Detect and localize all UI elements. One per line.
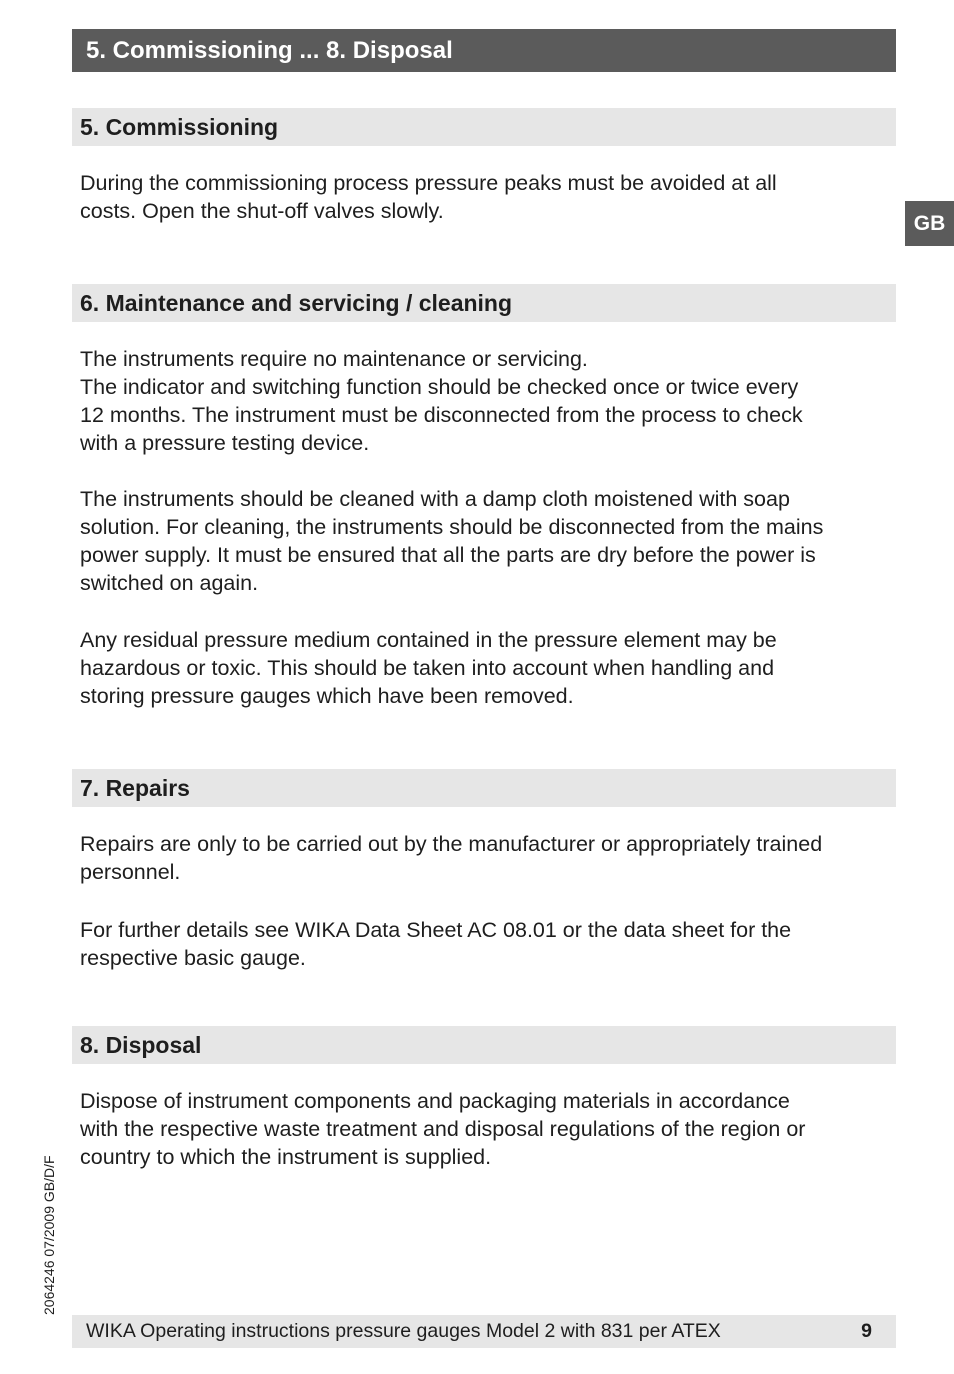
maintenance-paragraph-3: Any residual pressure medium contained in the pressure element may be hazardous or toxic. This should be taken into account when handling and storing pressure gauges which have been removed. [80,628,777,708]
commissioning-paragraph: During the commissioning process pressure peaks must be avoided at all costs. Open the shut-off valves slowly. [80,171,777,223]
page-number: 9 [861,1320,872,1342]
disposal-paragraph: Dispose of instrument components and packaging materials in accordance with the respective waste treatment and disposal regulations of the region or country to which the instrument is supplied. [80,1089,806,1169]
section-heading-disposal: 8. Disposal [72,1026,896,1064]
section-heading-repairs: 7. Repairs [72,769,896,807]
maintenance-paragraph-1: The instruments require no maintenance or servicing. The indicator and switching function should be checked once or twice every 12 months. The instrument must be disconnected from the process to check with a pressure testing device. [80,347,803,455]
language-tab-gb: GB [905,201,954,246]
document-code: 2064246 07/2009 GB/D/F [41,1155,57,1315]
repairs-paragraph-2: For further details see WIKA Data Sheet AC 08.01 or the data sheet for the respective basic gauge. [80,918,792,970]
footer-text: WIKA Operating instructions pressure gauges Model 2 with 831 per ATEX [86,1320,721,1342]
section-heading-commissioning: 5. Commissioning [72,108,896,146]
page-footer [72,1315,896,1348]
section-heading-maintenance: 6. Maintenance and servicing / cleaning [72,284,896,322]
maintenance-paragraph-2: The instruments should be cleaned with a damp cloth moistened with soap solution. For cleaning, the instruments should be disconnected from the mains power supply. It must be ensured that all the parts are dry before the power is switched on again. [80,487,824,595]
repairs-paragraph-1: Repairs are only to be carried out by the manufacturer or appropriately trained personnel. [80,832,823,884]
page-header-title: 5. Commissioning ... 8. Disposal [72,29,896,72]
